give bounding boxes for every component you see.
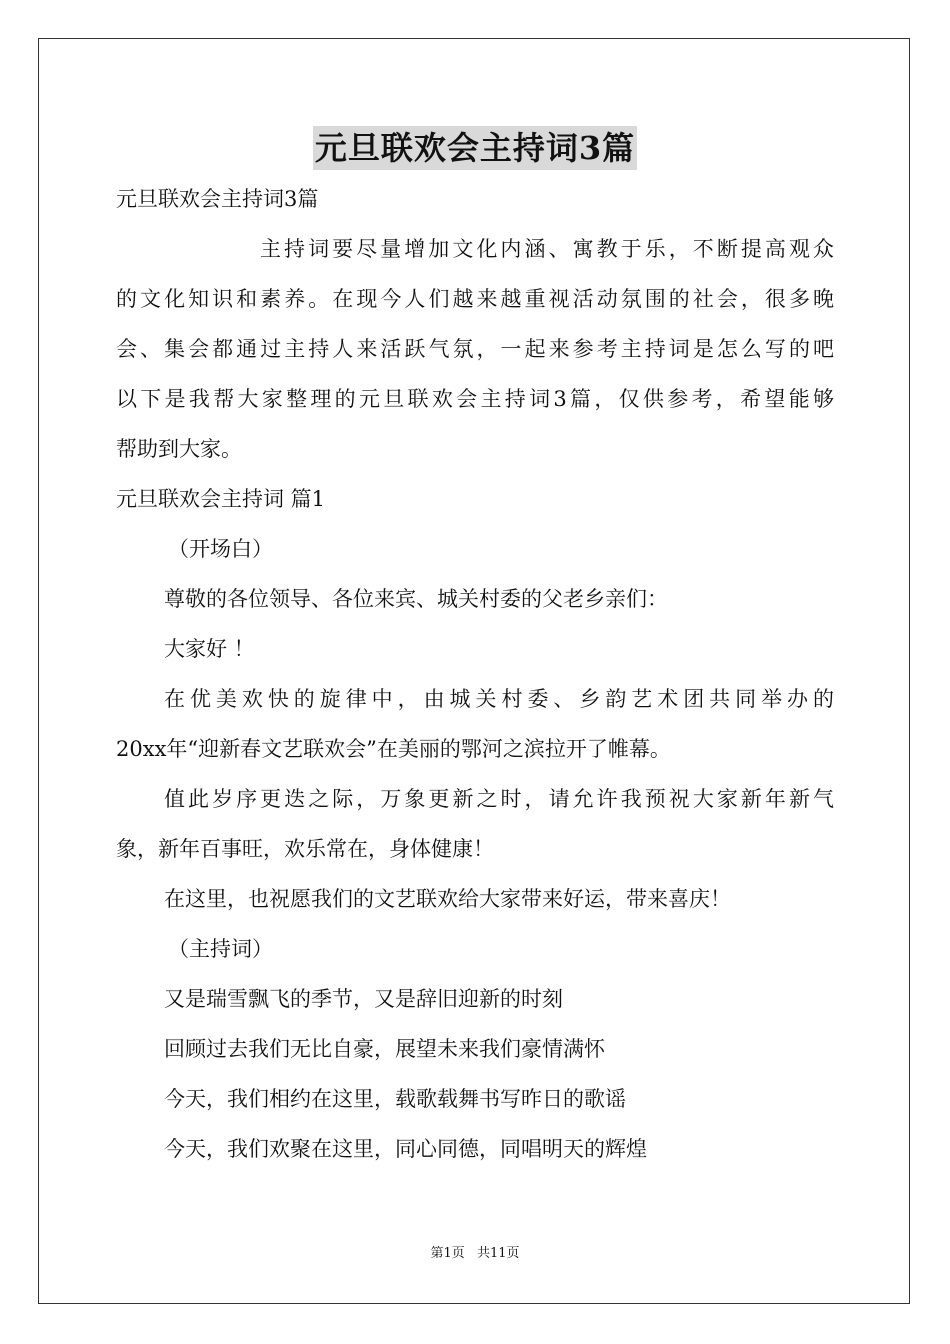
paragraph-line: 以下是我帮大家整理的元旦联欢会主持词3篇，仅供参考，希望能够 [116,387,834,411]
paragraph-line: 大家好 ！ [164,637,255,661]
page-footer [0,1244,950,1264]
paragraph-line: 20xx年“迎新春文艺联欢会”在美丽的鄂河之滨拉开了帷幕。 [116,737,671,761]
document-body [116,174,834,1174]
paragraph-line: 会、集会都通过主持人来活跃气氛，一起来参考主持词是怎么写的吧 [116,337,834,361]
paragraph-line: 尊敬的各位领导、各位来宾、城关村委的父老乡亲们： [164,587,668,611]
page-total: 共11页 [476,1246,520,1261]
paragraph-line: 又是瑞雪飘飞的季节，又是辞旧迎新的时刻 [164,987,563,1011]
paragraph-line: 在优美欢快的旋律中，由城关村委、乡韵艺术团共同举办的 [164,687,834,711]
paragraph-line: 在这里，也祝愿我们的文艺联欢给大家带来好运，带来喜庆！ [164,887,731,911]
paragraph-line: 今天，我们欢聚在这里，同心同德，同唱明天的辉煌 [164,1137,647,1161]
paragraph-line: 主持词要尽量增加文化内涵、寓教于乐，不断提高观众 [260,237,834,261]
paragraph-line: 今天，我们相约在这里，载歌载舞书写昨日的歌谣 [164,1087,626,1111]
paragraph-line: （开场白） [168,537,273,561]
subtitle-line: 元旦联欢会主持词3篇 [116,187,319,211]
paragraph-line: （主持词） [168,937,273,961]
paragraph-line: 回顾过去我们无比自豪，展望未来我们豪情满怀 [164,1037,605,1061]
paragraph-line: 的文化知识和素养。在现今人们越来越重视活动氛围的社会，很多晚 [116,287,834,311]
section-heading: 元旦联欢会主持词 篇1 [116,487,326,511]
title-container [0,126,950,170]
page-number: 第1页 [430,1246,465,1261]
paragraph-line: 象，新年百事旺，欢乐常在，身体健康！ [116,837,494,861]
document-title: 元旦联欢会主持词3篇 [313,126,637,170]
paragraph-line: 帮助到大家。 [116,437,242,461]
paragraph-line: 值此岁序更迭之际，万象更新之时，请允许我预祝大家新年新气 [164,787,834,811]
